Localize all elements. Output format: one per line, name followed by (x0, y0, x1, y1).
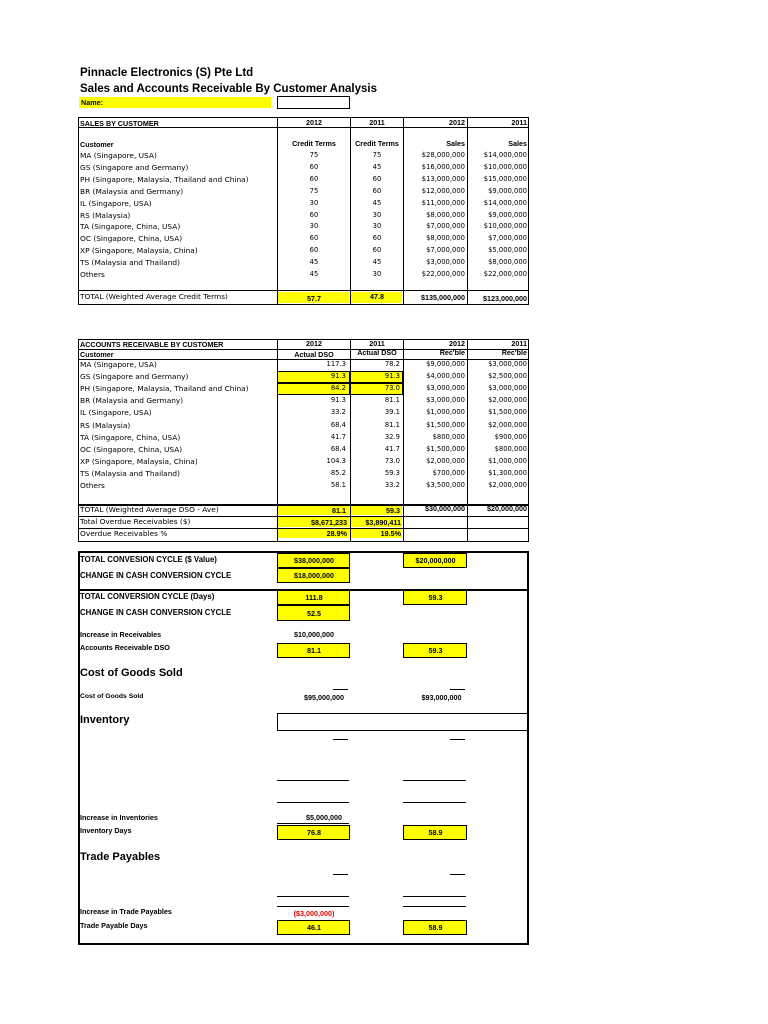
ar-dso-2012: 81.1 (307, 646, 321, 655)
sales-total-2012: $135,000,000 (421, 293, 465, 302)
sales-2012: $12,000,000 (421, 186, 465, 195)
trade-payables-heading: Trade Payables (80, 851, 161, 863)
ar-customer: OC (Singapore, China, USA) (80, 444, 183, 454)
conv-change-days-label: CHANGE IN CASH CONVERSION CYCLE (80, 608, 232, 617)
sales-head-sales-2011: Sales (508, 139, 527, 148)
sales-customer: XP (Singapore, Malaysia, China) (80, 246, 198, 256)
sales-credit-terms-2012: 60 (309, 174, 319, 183)
ar-dso-2011: 33.2 (384, 481, 400, 489)
ar-customer: BR (Malaysia and Germany) (80, 396, 184, 406)
ar-rec-2011: $3,000,000 (488, 360, 527, 368)
ar-dso-2012: 104.3 (326, 456, 346, 465)
ar-rec-2011: $1,500,000 (488, 408, 527, 417)
ar-dso-2012: 91.3 (330, 372, 346, 381)
conv-total-days-label: TOTAL CONVERSION CYCLE (Days) (80, 592, 215, 601)
sales-2012: $8,000,000 (426, 234, 465, 243)
ar-overdue-label: Total Overdue Receivables ($) (80, 517, 191, 526)
ar-rec-2011: $2,500,000 (488, 372, 527, 381)
ar-dso-2012: 41.7 (330, 432, 346, 441)
conv-total-value-label: TOTAL CONVESION CYCLE ($ Value) (80, 555, 217, 564)
ar-dso-2012: 68.4 (330, 444, 346, 453)
ar-customer: GS (Singapore and Germany) (80, 372, 189, 382)
cogs-2011: $93,000,000 (421, 693, 462, 702)
sales-2012: $8,000,000 (426, 210, 465, 219)
ar-dso-2012: 68.4 (330, 420, 346, 429)
ar-col-2011: 2011 (369, 339, 385, 348)
ar-dso-2012: 33.2 (330, 408, 346, 417)
ar-rec-2011: $3,000,000 (488, 384, 527, 393)
ar-head-rec-2012: Rec'ble (439, 348, 465, 357)
sales-2011: $10,000,000 (483, 222, 527, 231)
ar-dso-2012: 58.1 (330, 481, 346, 489)
ar-dso-2011: 41.7 (384, 444, 400, 453)
ar-rec-2012: $1,500,000 (426, 420, 465, 429)
ar-col-2012-rec: 2012 (449, 339, 465, 348)
ar-overdue-2011: $3,890,411 (365, 518, 401, 527)
ar-dso-2011: 78.2 (384, 360, 400, 368)
trade-payable-days-2012: 46.1 (307, 923, 321, 932)
sales-2011: $22,000,000 (483, 270, 527, 278)
sales-total-ct-2011: 47.8 (370, 292, 384, 301)
sales-col-2011: 2011 (369, 118, 385, 127)
sales-credit-terms-2011: 60 (372, 174, 382, 183)
ar-col-2011-rec: 2011 (511, 339, 527, 348)
inc-trade-payables-2012: ($3,000,000) (293, 909, 335, 918)
sales-col-2012: 2012 (306, 118, 322, 127)
ar-dso-2011: 59.3 (384, 468, 400, 477)
company-name: Pinnacle Electronics (S) Pte Ltd (80, 67, 254, 79)
cogs-heading: Cost of Goods Sold (80, 667, 183, 679)
name-input[interactable] (277, 96, 350, 109)
sales-2012: $7,000,000 (426, 222, 465, 231)
sales-credit-terms-2012: 30 (309, 222, 319, 231)
conv-change-value-2012: $18,000,000 (294, 571, 334, 580)
inc-trade-payables-label: Increase in Trade Payables (80, 907, 172, 916)
conv-total-days-2012: 111.8 (305, 593, 323, 602)
ar-rec-2012: $3,000,000 (426, 396, 465, 405)
sales-2012: $7,000,000 (426, 246, 465, 255)
sales-credit-terms-2012: 60 (309, 234, 319, 243)
conv-change-value-label: CHANGE IN CASH CONVERSION CYCLE (80, 571, 232, 580)
ar-customer: IL (Singapore, USA) (80, 408, 152, 418)
sales-section-label: SALES BY CUSTOMER (80, 119, 159, 128)
sales-credit-terms-2012: 45 (309, 270, 319, 278)
ar-rec-2012: $700,000 (432, 468, 465, 477)
ar-head-customer: Customer (80, 350, 114, 359)
ar-head-rec-2011: Rec'ble (501, 348, 527, 357)
sales-2011: $9,000,000 (488, 186, 527, 195)
ar-rec-2012: $1,000,000 (426, 408, 465, 417)
ar-rec-2011: $2,000,000 (488, 396, 527, 405)
ar-total-rec-2012: $30,000,000 (425, 504, 465, 513)
sales-2011: $10,000,000 (483, 162, 527, 171)
sales-credit-terms-2012: 60 (309, 246, 319, 255)
sales-credit-terms-2011: 60 (372, 186, 382, 195)
sales-credit-terms-2012: 60 (309, 162, 319, 171)
sales-credit-terms-2011: 30 (372, 210, 382, 219)
page-title: Sales and Accounts Receivable By Customer Analysis (80, 83, 377, 95)
sales-head-ct-2011: Credit Terms (355, 139, 399, 148)
sales-2011: $14,000,000 (483, 198, 527, 207)
sales-head-customer: Customer (80, 140, 114, 149)
sales-head-sales-2012: Sales (446, 139, 465, 148)
cogs-label: Cost of Goods Sold (80, 693, 144, 700)
trade-payable-days-label: Trade Payable Days (80, 921, 148, 930)
ar-rec-2011: $900,000 (494, 432, 527, 441)
sales-credit-terms-2011: 60 (372, 246, 382, 255)
sales-credit-terms-2011: 75 (372, 151, 382, 159)
ar-rec-2012: $3,000,000 (426, 384, 465, 393)
ar-rec-2011: $2,000,000 (488, 420, 527, 429)
ar-dso-label: Accounts Receivable DSO (80, 643, 170, 652)
ar-rec-2011: $2,000,000 (488, 481, 527, 489)
inventory-days-label: Inventory Days (80, 826, 132, 835)
sales-credit-terms-2011: 45 (372, 258, 382, 267)
sales-credit-terms-2012: 60 (309, 210, 319, 219)
sales-credit-terms-2011: 45 (372, 198, 382, 207)
ar-rec-2012: $4,000,000 (426, 372, 465, 381)
sales-2012: $22,000,000 (421, 270, 465, 278)
ar-dso-2012: 84.2 (330, 384, 346, 393)
sales-2012: $16,000,000 (421, 162, 465, 171)
sales-credit-terms-2011: 45 (372, 162, 382, 171)
inventory-input[interactable] (277, 713, 529, 731)
ar-customer: TS (Malaysia and Thailand) (80, 468, 180, 478)
ar-col-2012: 2012 (306, 339, 322, 348)
inc-inventories-label: Increase in Inventories (80, 813, 158, 822)
ar-dso-2011: 73.0 (384, 384, 400, 393)
ar-dso-2011: 39.1 (384, 408, 400, 417)
sales-2011: $15,000,000 (483, 174, 527, 183)
ar-dso-2011: 81.1 (384, 396, 400, 405)
sales-customer: TS (Malaysia and Thailand) (80, 258, 180, 268)
trade-payable-days-2011: 58.9 (428, 923, 443, 932)
ar-rec-2011: $1,300,000 (488, 468, 527, 477)
ar-dso-2012: 91.3 (330, 396, 346, 405)
ar-overdue-pct-label: Overdue Receivables % (80, 529, 168, 538)
sales-customer: OC (Singapore, China, USA) (80, 234, 183, 244)
ar-dso-2011: 81.1 (384, 420, 400, 429)
sales-total-2011: $123,000,000 (483, 294, 527, 303)
sales-2012: $3,000,000 (426, 258, 465, 267)
ar-rec-2011: $1,000,000 (488, 456, 527, 465)
sales-customer: IL (Singapore, USA) (80, 198, 152, 208)
sales-credit-terms-2011: 60 (372, 234, 382, 243)
ar-head-dso-2011: Actual DSO (357, 348, 397, 357)
ar-customer: TA (Singapore, China, USA) (80, 432, 181, 442)
conv-total-days-2011: 59.3 (428, 593, 443, 602)
sales-credit-terms-2012: 45 (309, 258, 319, 267)
inventory-days-2011: 58.9 (428, 828, 443, 837)
ar-dso-2012: 117.3 (326, 360, 346, 368)
ar-dso-2011: 59.3 (428, 646, 443, 655)
conv-total-value-2011: $20,000,000 (415, 556, 456, 565)
ar-total-dso-2011: 59.3 (386, 506, 400, 515)
sales-customer: MA (Singapore, USA) (80, 151, 157, 160)
ar-section-label: ACCOUNTS RECEIVABLE BY CUSTOMER (80, 340, 224, 349)
ar-total-label: TOTAL (Weighted Average DSO - Ave) (80, 505, 219, 514)
sales-2011: $9,000,000 (488, 210, 527, 219)
sales-2012: $11,000,000 (421, 198, 465, 207)
sales-head-ct-2012: Credit Terms (292, 139, 336, 148)
ar-customer: Others (80, 481, 105, 490)
ar-customer: MA (Singapore, USA) (80, 360, 157, 369)
inventory-heading: Inventory (80, 714, 130, 726)
sales-2012: $13,000,000 (421, 174, 465, 183)
ar-rec-2011: $800,000 (494, 444, 527, 453)
sales-2011: $14,000,000 (483, 151, 527, 159)
ar-customer: RS (Malaysia) (80, 420, 131, 430)
sales-col-2012-sales: 2012 (449, 118, 465, 127)
inventory-days-2012: 76.8 (307, 828, 321, 837)
sales-total-ct-2012: 57.7 (307, 294, 321, 303)
ar-rec-2012: $2,000,000 (426, 456, 465, 465)
conv-total-value-2012: $38,000,000 (294, 556, 334, 565)
sales-credit-terms-2012: 75 (309, 151, 319, 159)
sales-credit-terms-2012: 30 (309, 198, 319, 207)
ar-rec-2012: $1,500,000 (426, 444, 465, 453)
sales-credit-terms-2012: 75 (309, 186, 319, 195)
sales-customer: BR (Malaysia and Germany) (80, 186, 184, 196)
ar-overdue-2012: $8,671,233 (311, 518, 347, 527)
conv-change-days-2012: 52.5 (307, 609, 321, 618)
ar-customer: PH (Singapore, Malaysia, Thailand and China) (80, 384, 249, 394)
sales-col-2011-sales: 2011 (511, 118, 527, 127)
cogs-2012: $95,000,000 (304, 693, 344, 702)
sales-customer: TA (Singapore, China, USA) (80, 222, 181, 232)
sales-2011: $8,000,000 (488, 258, 527, 267)
ar-overdue-pct-2012: 28.9% (326, 529, 347, 538)
ar-total-rec-2011: $20,000,000 (487, 504, 527, 513)
inc-receivables-2012: $10,000,000 (294, 630, 334, 639)
ar-dso-2012: 85.2 (330, 468, 346, 477)
ar-dso-2011: 32.9 (384, 432, 400, 441)
sales-customer: PH (Singapore, Malaysia, Thailand and China) (80, 174, 249, 184)
ar-rec-2012: $800,000 (432, 432, 465, 441)
ar-rec-2012: $3,500,000 (426, 481, 465, 489)
ar-overdue-pct-2011: 19.5% (380, 529, 401, 538)
inc-inventories-2012: $5,000,000 (306, 813, 342, 822)
sales-2011: $7,000,000 (488, 234, 527, 243)
sales-2012: $28,000,000 (421, 151, 465, 159)
sales-customer: RS (Malaysia) (80, 210, 131, 220)
sales-2011: $5,000,000 (488, 246, 527, 255)
sales-customer: Others (80, 270, 105, 279)
ar-dso-2011: 73.0 (384, 456, 400, 465)
ar-rec-2012: $9,000,000 (426, 360, 465, 368)
sales-total-label: TOTAL (Weighted Average Credit Terms) (80, 292, 228, 301)
ar-head-dso-2012: Actual DSO (294, 350, 334, 359)
sales-credit-terms-2011: 30 (372, 270, 382, 278)
name-label: Name: (81, 98, 103, 107)
sales-credit-terms-2011: 30 (372, 222, 382, 231)
ar-dso-2011: 91.3 (384, 372, 400, 381)
ar-total-dso-2012: 81.1 (332, 506, 346, 515)
inc-receivables-label: Increase in Receivables (80, 630, 162, 639)
sales-customer: GS (Singapore and Germany) (80, 162, 189, 172)
name-label-cell (79, 97, 271, 108)
ar-customer: XP (Singapore, Malaysia, China) (80, 456, 198, 466)
